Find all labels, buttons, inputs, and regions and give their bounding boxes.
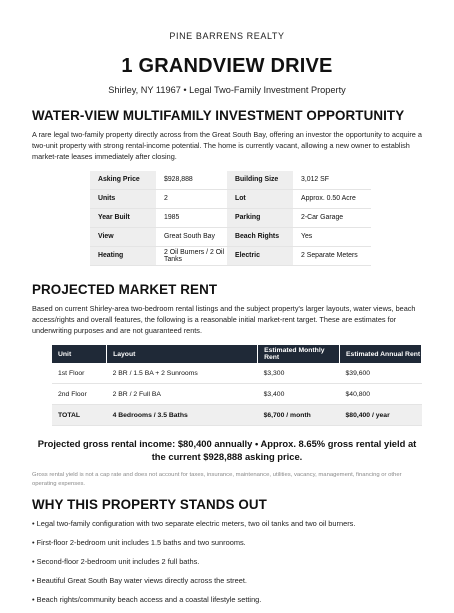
total-row xyxy=(52,405,422,426)
fact-value: 2 Separate Meters xyxy=(293,246,371,265)
fact-value: Great South Bay xyxy=(156,227,227,246)
list-item: • Legal two-family configuration with two separate electric meters, two oil tanks and two oil burners. xyxy=(32,519,356,529)
facts-row xyxy=(90,227,371,246)
fact-label: Asking Price xyxy=(90,171,156,190)
fact-value: Approx. 0.50 Acre xyxy=(293,189,371,208)
facts-row xyxy=(90,208,371,227)
brand-name: PINE BARRENS REALTY xyxy=(169,31,285,41)
list-item: • Beautiful Great South Bay water views directly across the street. xyxy=(32,576,247,586)
table-cell: 2 BR / 1.5 BA + 2 Sunrooms xyxy=(107,363,258,384)
fact-label: View xyxy=(90,227,156,246)
fact-label: Electric xyxy=(227,246,293,265)
rent-paragraph: Based on current Shirley-area two-bedroom rental listings and the subject property's larger layouts, water views, beach access/rights and overall features, the following is a reasonable initial market-rent target. These are estimates for underwriting purposes and are not guaranteed rents. xyxy=(32,303,416,336)
rent-table-header-row xyxy=(52,345,422,363)
column-header: Estimated Annual Rent xyxy=(340,345,422,363)
income-highlight: Projected gross rental income: $80,400 annually • Approx. 8.65% gross rental yield at the current $928,888 asking price. xyxy=(37,438,417,463)
fact-value: 1985 xyxy=(156,208,227,227)
table-cell: $6,700 / month xyxy=(258,405,340,426)
property-subtitle: Shirley, NY 11967 • Legal Two-Family Investment Property xyxy=(108,85,346,95)
table-cell: 2 BR / 2 Full BA xyxy=(107,384,258,405)
fact-label: Year Built xyxy=(90,208,156,227)
facts-row xyxy=(90,171,371,190)
fact-label: Parking xyxy=(227,208,293,227)
fact-value: 2 xyxy=(156,189,227,208)
table-row xyxy=(52,384,422,405)
fact-value: Yes xyxy=(293,227,371,246)
property-title: 1 GRANDVIEW DRIVE xyxy=(121,55,333,77)
table-row xyxy=(52,363,422,384)
property-facts-table xyxy=(90,171,371,266)
fact-value: 2-Car Garage xyxy=(293,208,371,227)
rent-heading: PROJECTED MARKET RENT xyxy=(32,281,218,297)
feature-list xyxy=(32,518,422,613)
fact-value: $928,888 xyxy=(156,171,227,190)
column-header: Unit xyxy=(52,345,107,363)
fact-label: Building Size xyxy=(227,171,293,190)
rent-table xyxy=(52,345,422,426)
fact-label: Heating xyxy=(90,246,156,265)
fact-label: Units xyxy=(90,189,156,208)
fact-label: Lot xyxy=(227,189,293,208)
table-cell: TOTAL xyxy=(52,405,107,426)
table-cell: 4 Bedrooms / 3.5 Baths xyxy=(107,405,258,426)
fact-value: 2 Oil Burners / 2 Oil Tanks xyxy=(156,246,227,265)
column-header: Estimated Monthly Rent xyxy=(258,345,340,363)
yield-disclaimer: Gross rental yield is not a cap rate and does not account for taxes, insurance, maintenance, utilities, vacancy, management, financing or other operating expenses. xyxy=(32,472,402,487)
list-item: • First-floor 2-bedroom unit includes 1.5 baths and two sunrooms. xyxy=(32,538,246,548)
fact-label: Beach Rights xyxy=(227,227,293,246)
fact-value: 3,012 SF xyxy=(293,171,371,190)
table-cell: $40,800 xyxy=(340,384,422,405)
facts-row xyxy=(90,189,371,208)
opportunity-paragraph: A rare legal two-family property directly across from the Great South Bay, offering an investor the opportunity to acquire a two-unit property with strong rental-income potential. The home is currently vacant, allowing a new owner to establish market-rate leases immediately after closing. xyxy=(32,130,422,162)
table-cell: 2nd Floor xyxy=(52,384,107,405)
facts-row xyxy=(90,246,371,265)
list-item: • Beach rights/community beach access and a coastal lifestyle setting. xyxy=(32,595,262,605)
table-cell: $80,400 / year xyxy=(340,405,422,426)
table-cell: $3,300 xyxy=(258,363,340,384)
table-cell: $3,400 xyxy=(258,384,340,405)
table-cell: $39,600 xyxy=(340,363,422,384)
list-item: • Second-floor 2-bedroom unit includes 2 full baths. xyxy=(32,557,200,567)
opportunity-heading: WATER-VIEW MULTIFAMILY INVESTMENT OPPORTUNITY xyxy=(32,108,405,123)
why-heading: WHY THIS PROPERTY STANDS OUT xyxy=(32,497,267,513)
column-header: Layout xyxy=(107,345,258,363)
table-cell: 1st Floor xyxy=(52,363,107,384)
